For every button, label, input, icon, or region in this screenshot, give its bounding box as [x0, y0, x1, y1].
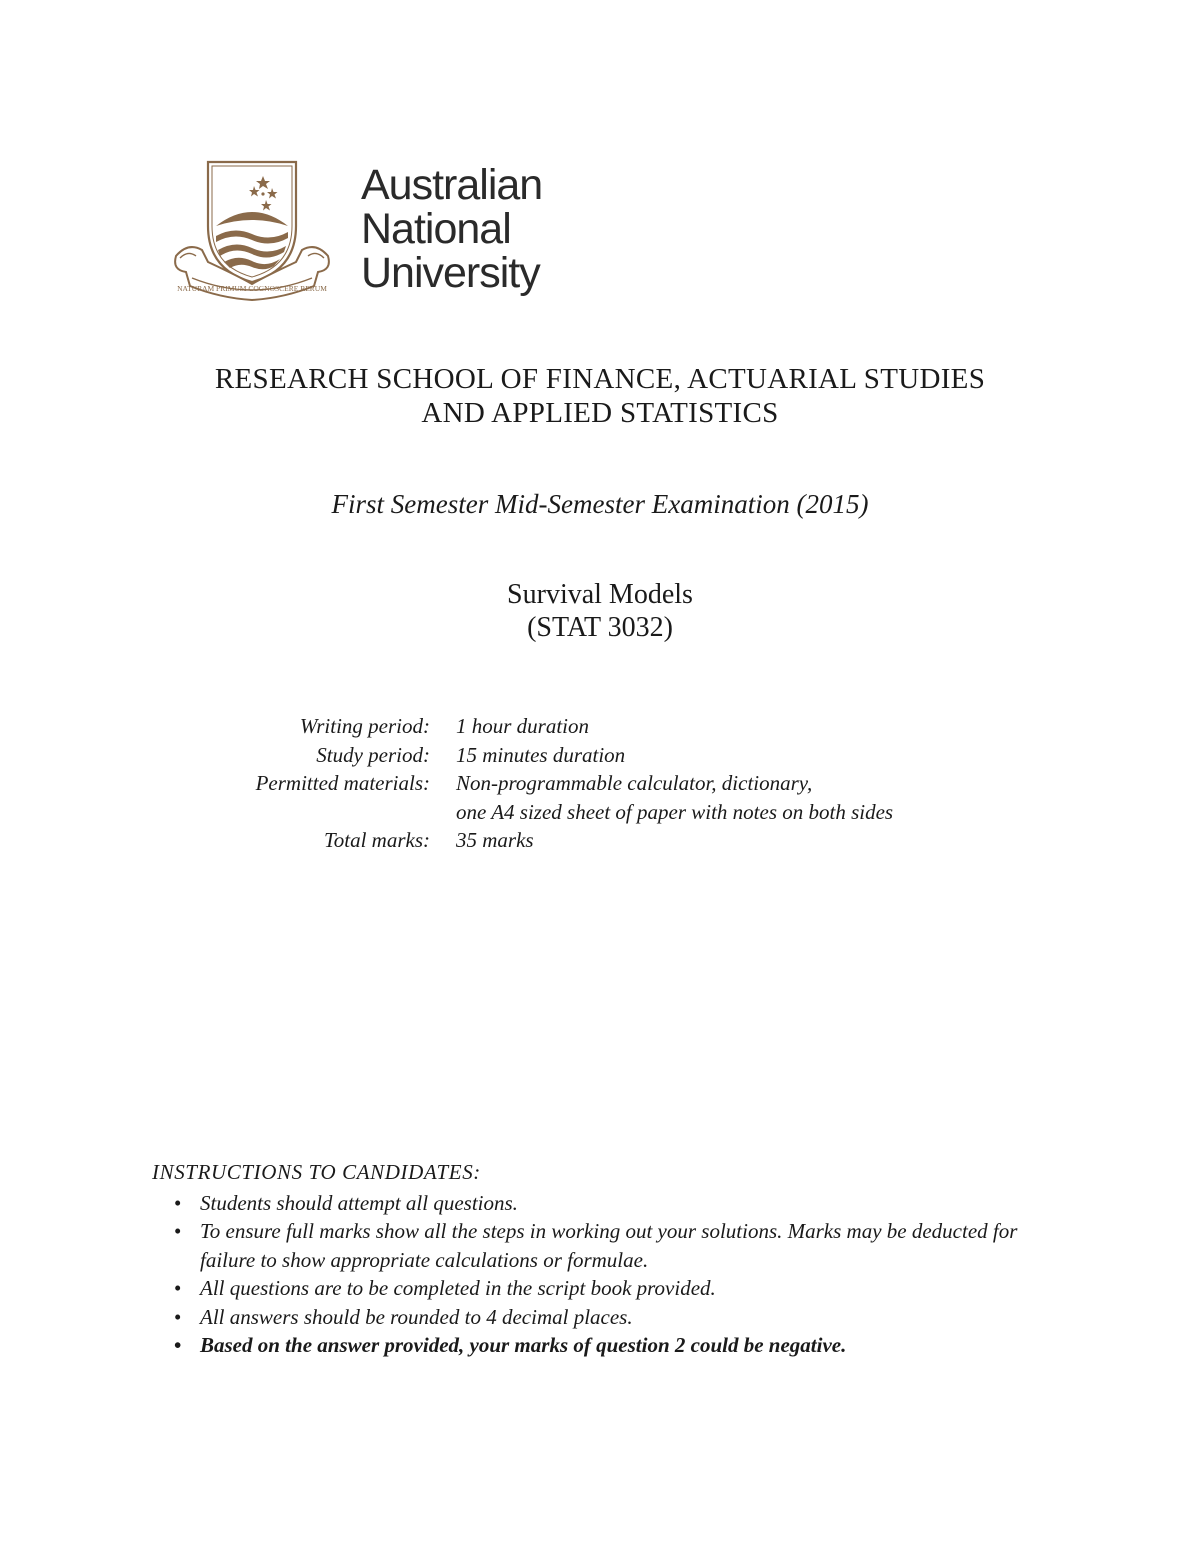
instruction-item [152, 1189, 1072, 1218]
detail-label: Study period: [316, 742, 430, 767]
logo-text-university: University [361, 249, 540, 297]
anu-crest-icon [168, 158, 338, 303]
anu-logo [168, 158, 578, 303]
detail-label: Writing period: [299, 714, 430, 738]
exam-details [0, 712, 1200, 855]
instruction-text: Students should attempt all questions. [200, 1190, 518, 1215]
detail-value: 15 minutes duration [456, 742, 626, 767]
school-name [0, 362, 1200, 430]
bullet-icon: • [174, 1304, 182, 1329]
bullet-icon: • [174, 1190, 182, 1215]
logo-text-australian: Australian [361, 161, 543, 209]
instruction-item [152, 1303, 1072, 1332]
motto-text: NATURAM PRIMUM COGNOSCERE RERUM [177, 284, 327, 293]
instructions-section [152, 1158, 1072, 1360]
detail-value: 1 hour duration [456, 714, 590, 738]
school-name-line-1: RESEARCH SCHOOL OF FINANCE, ACTUARIAL STUDIES [214, 363, 986, 395]
bullet-icon: • [174, 1333, 182, 1357]
detail-row-total-marks [0, 826, 1200, 855]
detail-label: Permitted materials: [255, 771, 430, 795]
detail-row-study-period [0, 741, 1200, 770]
course-code: (STAT 3032) [527, 612, 673, 643]
instruction-item [152, 1274, 1072, 1303]
detail-value: 35 marks [456, 828, 534, 852]
instruction-text: All questions are to be completed in the script book provided. [200, 1276, 716, 1300]
detail-value: Non-programmable calculator, dictionary, [456, 771, 813, 795]
instructions-heading: INSTRUCTIONS TO CANDIDATES: [152, 1160, 481, 1184]
instruction-item-warning [152, 1331, 1072, 1360]
school-name-line-2: AND APPLIED STATISTICS [421, 397, 779, 429]
bullet-icon: • [174, 1219, 182, 1243]
instruction-text: Based on the answer provided, your marks of question 2 could be negative. [200, 1333, 847, 1357]
detail-row-permitted-materials-cont [0, 798, 1200, 827]
course-name: Survival Models [507, 579, 693, 610]
course-heading [0, 578, 1200, 644]
instruction-text: All answers should be rounded to 4 decimal places. [200, 1304, 633, 1329]
detail-row-writing-period [0, 712, 1200, 741]
detail-row-permitted-materials [0, 769, 1200, 798]
instructions-list [152, 1189, 1072, 1360]
logo-text-national: National [361, 205, 511, 253]
detail-value: one A4 sized sheet of paper with notes on both sides [456, 799, 894, 824]
exam-title: First Semester Mid-Semester Examination (2015) [331, 489, 869, 519]
instruction-text: To ensure full marks show all the steps in working out your solutions. Marks may be deducted for failure to show appropriate calculations or formulae. [200, 1219, 1018, 1272]
instruction-item [152, 1217, 1072, 1274]
detail-label: Total marks: [324, 828, 430, 852]
bullet-icon: • [174, 1276, 182, 1300]
